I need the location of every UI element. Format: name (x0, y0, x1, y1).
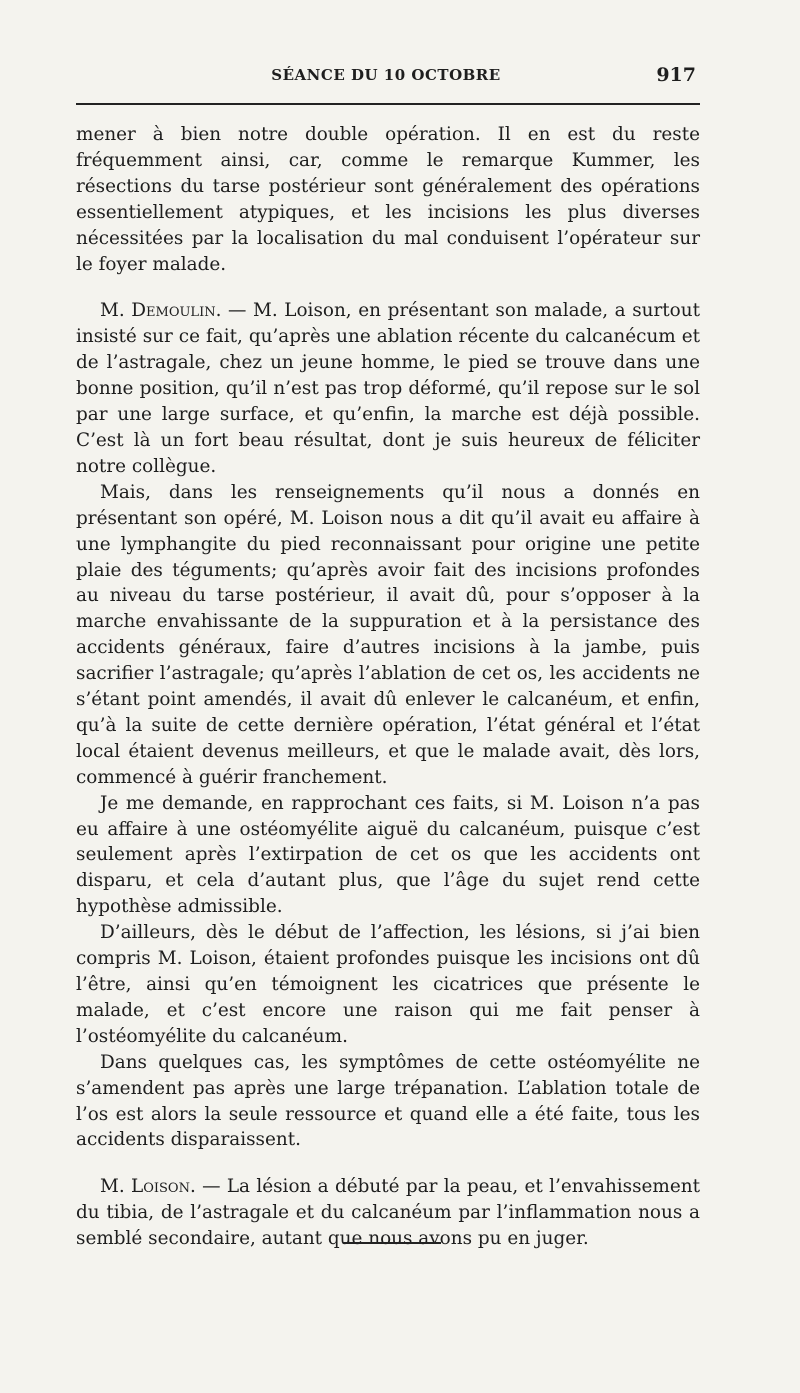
paragraph-text: D’ailleurs, dès le début de l’affection, les lésions, si j’ai bien compris M. Loison, étaient profondes puisque les incisions ont dû l’être, ainsi qu’en témoignent les cicatrices que présente le malade, et c’est encore une raison qui me fait penser à l’ostéomyélite du calcanéum. (76, 922, 700, 1047)
paragraph-text: Je me demande, en rapprochant ces faits, si M. Loison n’a pas eu affaire à une ostéomyélite aiguë du calcanéum, puisque c’est seulement après l’extirpation de cet os que les accidents ont disparu, et cela d’autant plus, que l’âge du sujet rend cette hypothèse admissible. (76, 792, 700, 918)
paragraph (76, 480, 700, 791)
page-body (76, 122, 700, 1252)
closing-rule (343, 1242, 441, 1244)
speaker-name: M. Demoulin. (100, 300, 222, 322)
page-number: 917 (656, 64, 696, 86)
paragraph-loison (76, 1174, 700, 1252)
paragraph-text: Mais, dans les renseignements qu’il nous a donnés en présentant son opéré, M. Loison nous a dit qu’il avait eu affaire à une lymphangite du pied reconnaissant pour origine une petite plaie des téguments; qu’après avoir fait des incisions profondes au niveau du tarse postérieur, il avait dû, pour s’opposer à la marche envahissante de la suppuration et à la persistance des accidents généraux, faire d’autres incisions à la jambe, puis sacrifier l’astragale; qu’après l’ablation de cet os, les accidents ne s’étant point amendés, il avait dû enlever le calcanéum, et enfin, qu’à la suite de cette dernière opération, l’état général et l’état local étaient devenus meilleurs, et que le malade avait, dès lors, commencé à guérir franchement. (76, 481, 700, 788)
header-title: SÉANCE DU 10 OCTOBRE (271, 66, 501, 84)
paragraph (76, 1050, 700, 1154)
paragraph (76, 791, 700, 921)
paragraph-continuation (76, 122, 700, 277)
paragraph-text: — La lésion a débuté par la peau, et l’envahissement du tibia, de l’astragale et du calcanéum par l’inflammation nous a semblé secondaire, autant que nous avons pu en juger. (76, 1176, 700, 1250)
speaker-name: M. Loison. (100, 1176, 196, 1198)
running-header (76, 66, 696, 96)
header-rule (76, 103, 700, 105)
paragraph-text: mener à bien notre double opération. Il en est du reste fréquemment ainsi, car, comme le remarque Kummer, les résections du tarse postérieur sont généralement des opérations essentiellement atypiques, et les incisions les plus diverses nécessitées par la localisation du mal conduisent l’opérateur sur le foyer malade. (76, 124, 700, 275)
paragraph (76, 920, 700, 1050)
paragraph-text: Dans quelques cas, les symptômes de cette ostéomyélite ne s’amendent pas après une large trépanation. L’ablation totale de l’os est alors la seule ressource et quand elle a été faite, tous les accidents disparaissent. (76, 1051, 700, 1151)
paragraph-demoulin (76, 298, 700, 479)
paragraph-text: — M. Loison, en présentant son malade, a surtout insisté sur ce fait, qu’après une ablation récente du calcanécum et de l’astragale, chez un jeune homme, le pied se trouve dans une bonne position, qu’il n’est pas trop déformé, qu’il repose sur le sol par une large surface, et qu’enfin, la marche est déjà possible. C’est là un fort beau résultat, dont je suis heureux de féliciter notre collègue. (76, 300, 700, 477)
